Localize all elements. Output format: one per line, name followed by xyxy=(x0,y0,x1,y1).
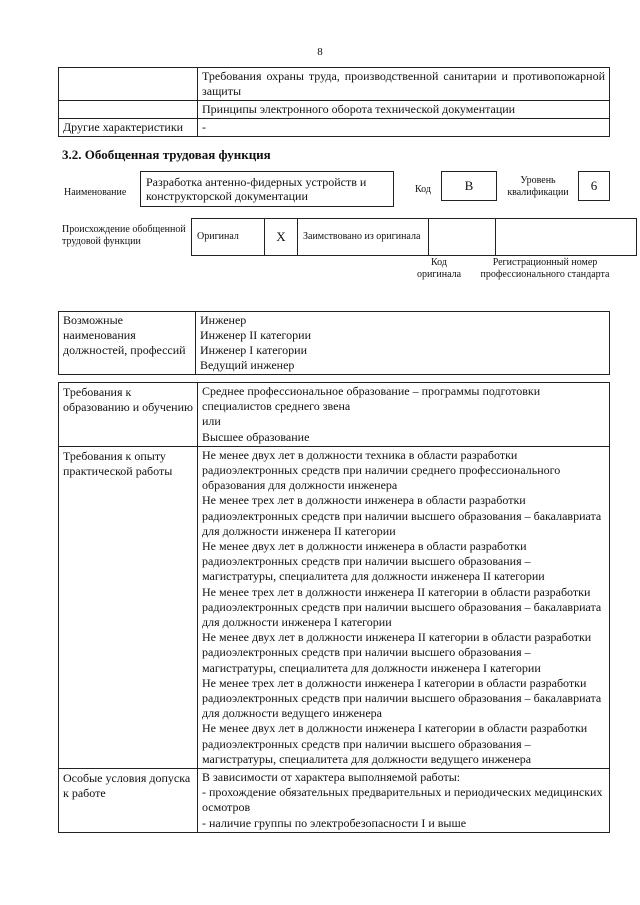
special-conditions-value xyxy=(198,769,610,833)
position-item: Ведущий инженер xyxy=(200,358,295,372)
code-original-label: Код оригинала xyxy=(416,257,462,280)
knowledge-item-edoc: Принципы электронного оборота технической документации xyxy=(198,101,610,119)
special-line: В зависимости от характера выполняемой работы: xyxy=(202,770,461,785)
code-label: Код xyxy=(415,184,431,195)
special-line: - прохождение обязательных предварительных и периодических медицинских осмотров xyxy=(202,785,603,815)
position-item: Инженер I категории xyxy=(200,343,307,357)
qualification-level-box: 6 xyxy=(578,171,610,201)
borrowed-label: Заимствовано из оригинала xyxy=(298,219,429,256)
function-name-box: Разработка антенно-фидерных устройств и конструкторской документации xyxy=(140,171,394,207)
education-line: Среднее профессиональное образование – программы подготовки специалистов среднего звена xyxy=(202,384,541,414)
section-title: 3.2. Обобщенная трудовая функция xyxy=(62,147,271,162)
origin-table xyxy=(191,218,637,256)
experience-label: Требования к опыту практической работы xyxy=(59,446,198,768)
origin-label: Происхождение обобщенной трудовой функции xyxy=(62,224,186,247)
code-original-cell xyxy=(429,219,496,256)
experience-line: Не менее трех лет в должности инженера II категории в области разработки радиоэлектронных средств при наличии высшего образования – бакалавриата для должности инженера I категории xyxy=(202,584,602,630)
experience-line: Не менее двух лет в должности техника в области разработки радиоэлектронных средств при наличии среднего профессионального образования для должности инженера xyxy=(202,447,561,493)
positions-list xyxy=(196,312,610,375)
page-number: 8 xyxy=(317,46,323,58)
education-line: Высшее образование xyxy=(202,429,310,444)
requirements-table xyxy=(58,382,610,833)
experience-line: Не менее трех лет в должности инженера в области разработки радиоэлектронных средств при наличии высшего образования – бакалавриата для должности инженера II категории xyxy=(202,493,602,538)
special-line: - наличие группы по электробезопасности I и выше xyxy=(202,815,467,830)
other-characteristics-value: - xyxy=(198,119,610,137)
education-value xyxy=(198,383,610,447)
reg-number-cell xyxy=(496,219,637,256)
knowledge-table-continuation xyxy=(58,67,610,137)
education-label: Требования к образованию и обучению xyxy=(59,383,198,447)
other-characteristics-label: Другие характеристики xyxy=(59,119,198,137)
name-label: Наименование xyxy=(64,187,127,198)
reg-number-label: Регистрационный номер профессионального стандарта xyxy=(480,257,610,280)
empty-cell xyxy=(59,101,198,119)
experience-line: Не менее трех лет в должности инженера I категории в области разработки радиоэлектронных средств при наличии высшего образования – бакалавриата для должности ведущего инженера xyxy=(202,675,602,721)
qualification-level-label: Уровень квалификации xyxy=(507,175,569,198)
position-item: Инженер xyxy=(200,313,247,327)
function-code-box: В xyxy=(441,171,497,201)
special-conditions-label: Особые условия допуска к работе xyxy=(59,769,198,833)
education-line: или xyxy=(202,414,221,429)
experience-line: Не менее двух лет в должности инженера в области разработки радиоэлектронных средств при наличии высшего образования – магистратуры, специалитета для должности инженера II категории xyxy=(202,539,545,584)
original-mark: X xyxy=(265,219,298,256)
original-label: Оригинал xyxy=(192,219,265,256)
positions-label: Возможные наименования должностей, профессий xyxy=(59,312,196,375)
experience-line: Не менее двух лет в должности инженера II категории в области разработки радиоэлектронных средств при наличии высшего образования – магистратуры, специалитета для должности инженера I категории xyxy=(202,630,592,675)
knowledge-item-safety: Требования охраны труда, производственной санитарии и противопожарной защиты xyxy=(198,68,610,101)
positions-table xyxy=(58,311,610,375)
experience-value xyxy=(198,446,610,768)
experience-line: Не менее двух лет в должности инженера I категории в области разработки радиоэлектронных средств при наличии высшего образования – магистратуры, специалитета для должности ведущего инженера xyxy=(202,721,588,766)
empty-cell xyxy=(59,68,198,101)
position-item: Инженер II категории xyxy=(200,328,311,342)
